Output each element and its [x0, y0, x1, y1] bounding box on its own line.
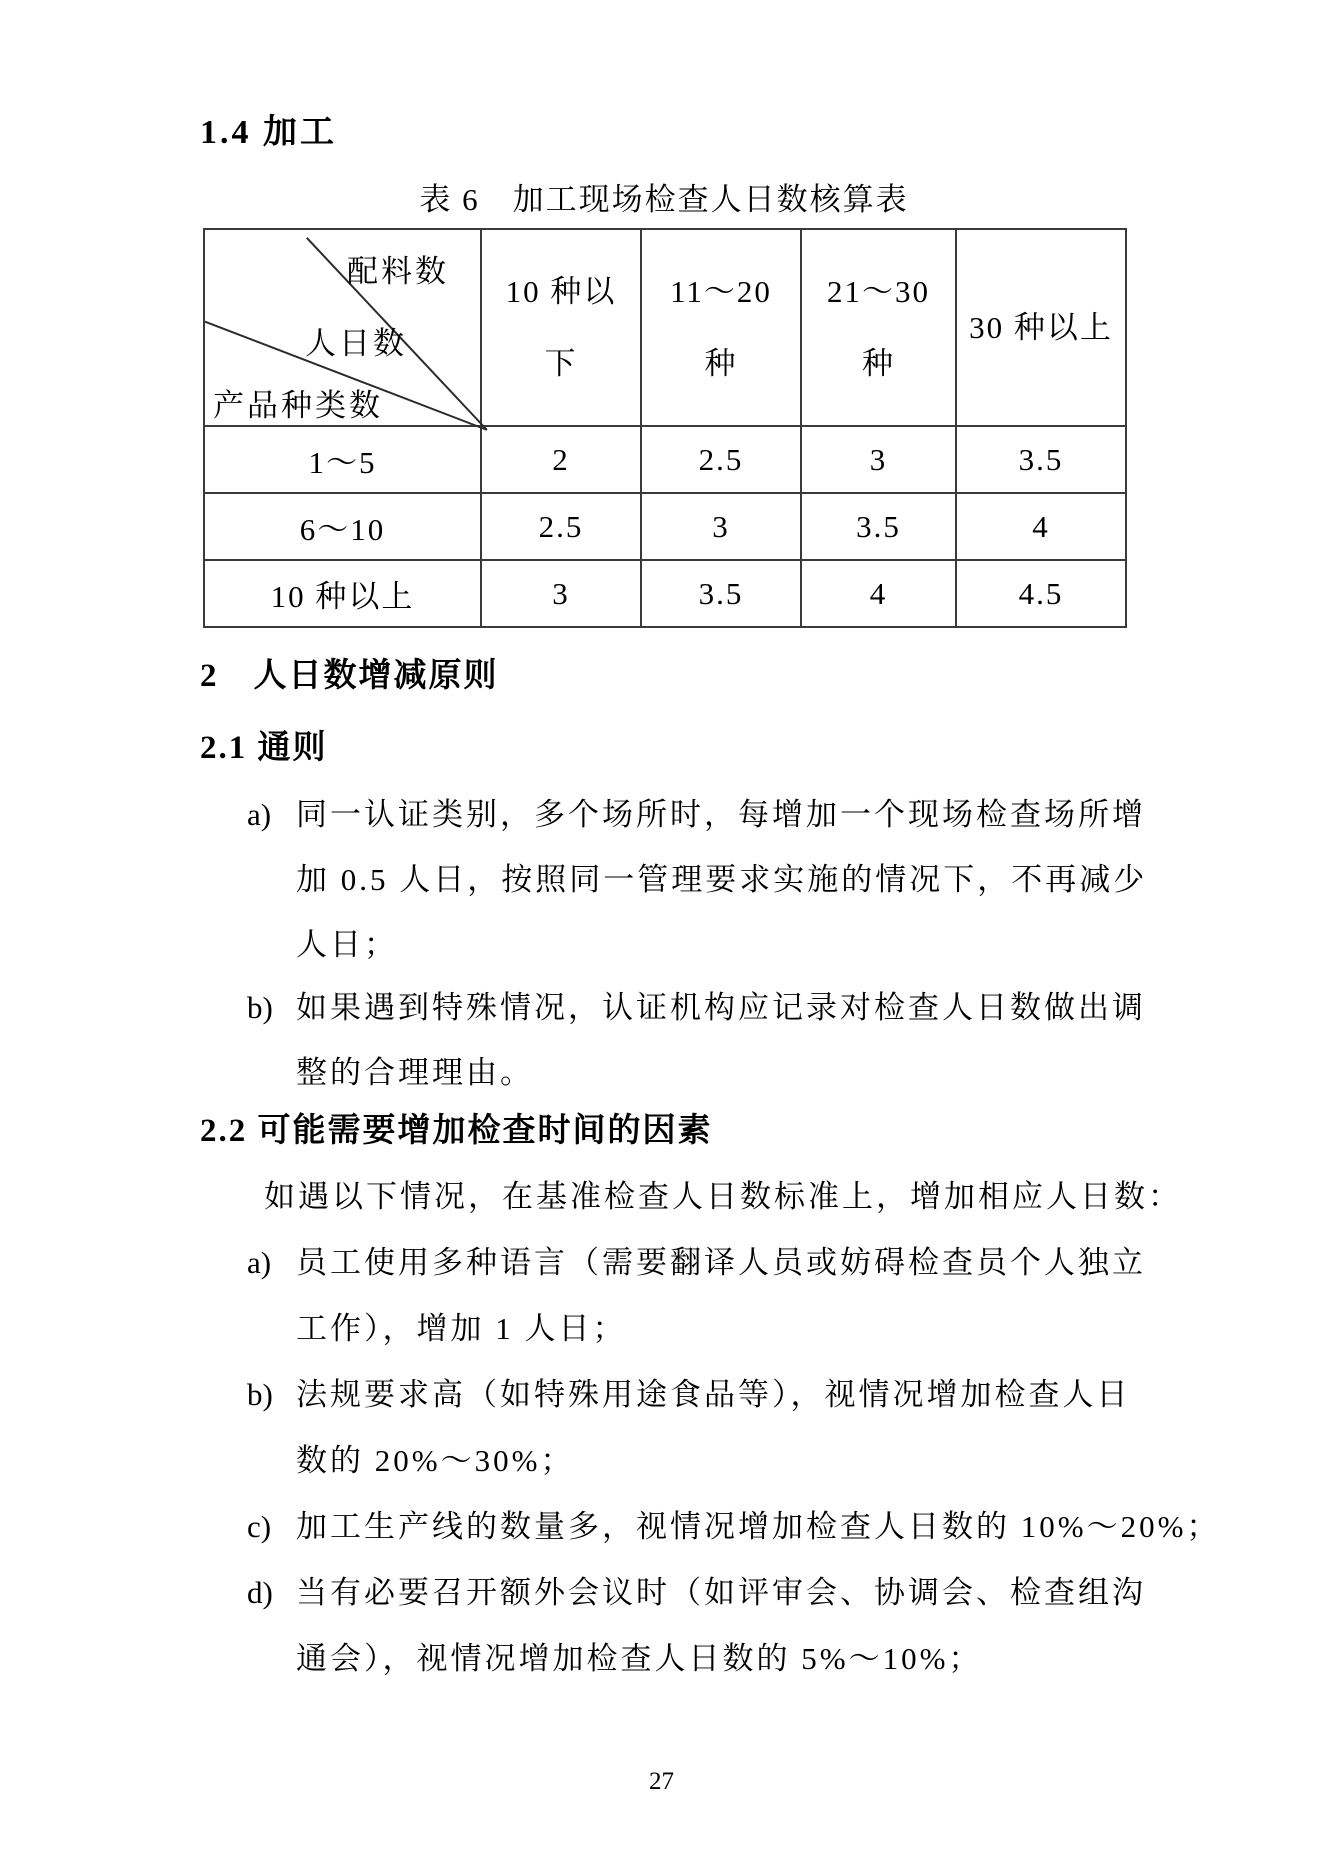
table-caption: 表 6 加工现场检查人日数核算表 [419, 182, 909, 217]
cell-value: 2 [481, 426, 641, 493]
table-6 [203, 228, 1127, 628]
list-item-line: 数的 20%～30%； [296, 1443, 575, 1478]
col-header-3: 21～30 种 [801, 229, 956, 426]
cell-value: 2.5 [481, 493, 641, 560]
row-label: 6～10 [204, 493, 481, 560]
list-marker: b) [247, 990, 273, 1025]
cell-value: 4.5 [956, 560, 1126, 627]
heading-2-2: 2.2 可能需要增加检查时间的因素 [200, 1113, 713, 1149]
list-item-line: 同一认证类别，多个场所时，每增加一个现场检查场所增 [296, 797, 1146, 832]
heading-2: 2 人日数增减原则 [200, 658, 499, 694]
list-item-line: 当有必要召开额外会议时（如评审会、协调会、检查组沟 [296, 1575, 1146, 1610]
cell-value: 3.5 [641, 560, 801, 627]
section-intro-line: 如遇以下情况，在基准检查人日数标准上，增加相应人日数： [264, 1179, 1182, 1214]
corner-label-product-types: 产品种类数 [213, 388, 383, 423]
list-item-line: 如果遇到特殊情况，认证机构应记录对检查人日数做出调 [296, 990, 1146, 1025]
list-item-line: 加 0.5 人日，按照同一管理要求实施的情况下，不再减少 [296, 862, 1148, 897]
corner-label-ingredients: 配料数 [347, 254, 449, 289]
list-marker: a) [247, 797, 272, 832]
cell-value: 4 [801, 560, 956, 627]
list-item-line: 员工使用多种语言（需要翻译人员或妨碍检查员个人独立 [296, 1245, 1146, 1280]
list-marker: b) [247, 1377, 273, 1412]
cell-value: 3.5 [801, 493, 956, 560]
cell-value: 3 [801, 426, 956, 493]
table-row [204, 426, 1126, 493]
list-marker: d) [247, 1575, 273, 1610]
list-item-line: 工作），增加 1 人日； [296, 1311, 627, 1346]
row-label: 10 种以上 [204, 560, 481, 627]
list-item-line: 加工生产线的数量多，视情况增加检查人日数的 10%～20%； [296, 1509, 1221, 1544]
row-label: 1～5 [204, 426, 481, 493]
col-header-2: 11～20 种 [641, 229, 801, 426]
page-number: 27 [649, 1768, 674, 1795]
list-item-line: 整的合理理由。 [296, 1055, 534, 1090]
col-header-4: 30 种以上 [956, 229, 1126, 426]
heading-2-1: 2.1 通则 [200, 730, 328, 766]
list-item-line: 法规要求高（如特殊用途食品等），视情况增加检查人日 [296, 1377, 1131, 1412]
list-marker: a) [247, 1245, 272, 1280]
cell-value: 4 [956, 493, 1126, 560]
corner-header-cell [204, 229, 481, 426]
table-row [204, 493, 1126, 560]
heading-1-4: 1.4 加工 [200, 114, 337, 151]
cell-value: 3.5 [956, 426, 1126, 493]
col-header-1: 10 种以 下 [481, 229, 641, 426]
list-marker: c) [247, 1509, 272, 1544]
table-row [204, 560, 1126, 627]
cell-value: 3 [481, 560, 641, 627]
corner-label-person-days: 人日数 [305, 326, 407, 361]
list-item-line: 通会），视情况增加检查人日数的 5%～10%； [296, 1641, 983, 1676]
cell-value: 3 [641, 493, 801, 560]
cell-value: 2.5 [641, 426, 801, 493]
list-item-line: 人日； [296, 927, 398, 962]
